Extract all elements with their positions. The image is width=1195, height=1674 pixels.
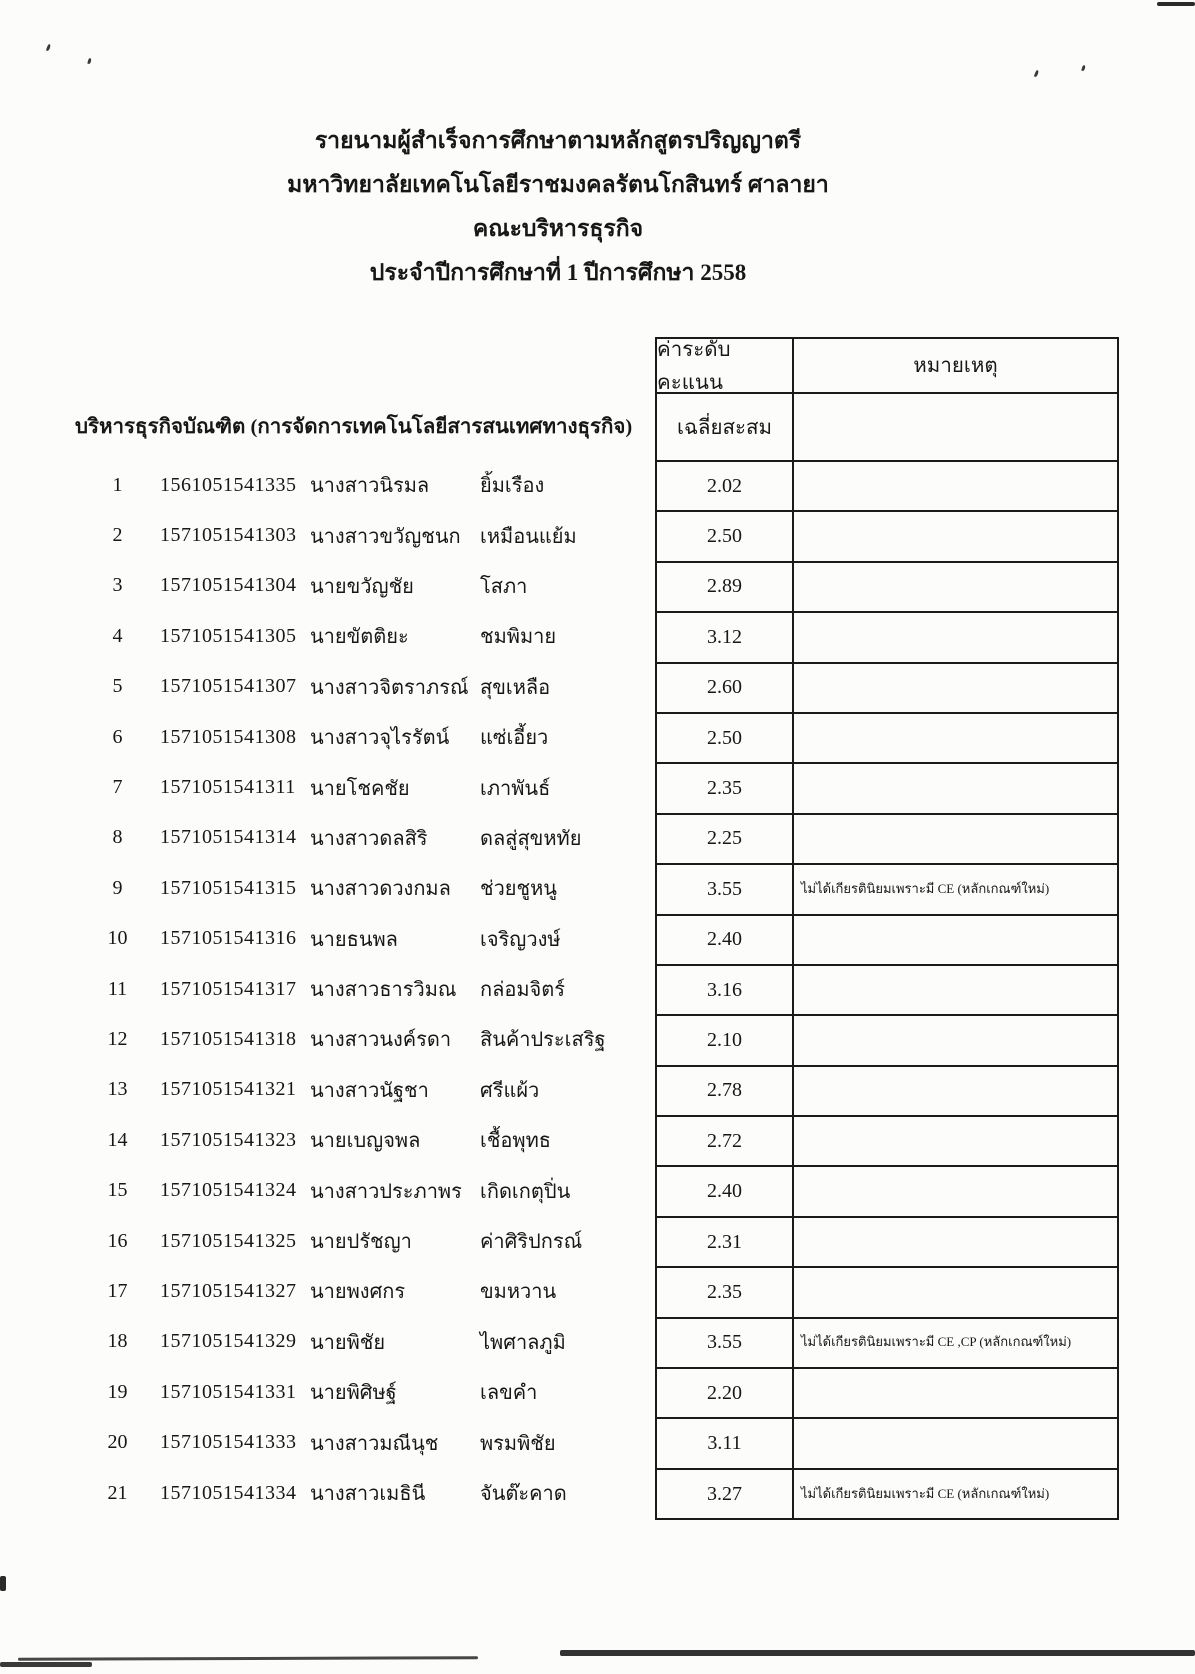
student-last-name: แซ่เอี้ยว bbox=[480, 727, 549, 750]
gpa-cell: 3.16 bbox=[657, 966, 794, 1016]
remark-cell bbox=[794, 1067, 1119, 1117]
title-line-1: รายนามผู้สำเร็จการศึกษาตามหลักสูตรปริญญาตรี bbox=[314, 128, 802, 153]
row-number: 16 bbox=[107, 1229, 128, 1252]
student-list bbox=[75, 337, 655, 1518]
table-row bbox=[75, 712, 655, 762]
remark-cell bbox=[794, 1117, 1119, 1167]
student-last-name: ขมหวาน bbox=[480, 1281, 557, 1304]
student-id: 1571051541329 bbox=[160, 1330, 297, 1353]
student-last-name: ดลสู่สุขหทัย bbox=[480, 827, 582, 850]
scan-speck bbox=[1081, 65, 1086, 72]
student-last-name: เลขคำ bbox=[480, 1382, 538, 1405]
student-first-name: นายโชคชัย bbox=[310, 777, 410, 800]
scan-speck bbox=[87, 58, 91, 65]
remark-cell bbox=[794, 1369, 1119, 1419]
gpa-cell: 2.25 bbox=[657, 815, 794, 865]
row-number: 13 bbox=[107, 1078, 128, 1101]
student-id: 1571051541325 bbox=[160, 1229, 297, 1252]
student-first-name: นายเบญจพล bbox=[310, 1130, 421, 1153]
student-first-name: นางสาวนัฐชา bbox=[310, 1079, 429, 1102]
row-number: 20 bbox=[107, 1431, 128, 1454]
gpa-cell: 2.78 bbox=[657, 1067, 794, 1117]
row-number: 8 bbox=[112, 826, 123, 849]
student-id: 1571051541315 bbox=[160, 876, 297, 899]
student-id: 1571051541331 bbox=[160, 1380, 297, 1403]
gpa-cell: 2.31 bbox=[657, 1218, 794, 1268]
student-first-name: นางสาวขวัญชนก bbox=[310, 525, 461, 548]
student-last-name: ศรีแผ้ว bbox=[480, 1079, 540, 1102]
student-id: 1571051541333 bbox=[160, 1431, 297, 1454]
row-number: 1 bbox=[112, 473, 123, 496]
gpa-cell: 2.40 bbox=[657, 1167, 794, 1217]
scan-artifact bbox=[560, 1650, 1195, 1656]
row-number: 21 bbox=[107, 1481, 128, 1504]
student-first-name: นางสาวนงค์รดา bbox=[310, 1029, 452, 1052]
scan-artifact bbox=[0, 1662, 92, 1667]
gpa-cell: 2.10 bbox=[657, 1016, 794, 1066]
table-row bbox=[75, 1115, 655, 1165]
student-first-name: นางสาวดลสิริ bbox=[310, 827, 428, 850]
table-row bbox=[75, 1065, 655, 1115]
table-row bbox=[75, 662, 655, 712]
remark-cell: ไม่ได้เกียรตินิยมเพราะมี CE (หลักเกณฑ์ใหม่) bbox=[794, 865, 1119, 915]
student-last-name: เภาพันธ์ bbox=[480, 777, 551, 800]
student-last-name: ช่วยชูหนู bbox=[480, 878, 557, 901]
table-row bbox=[75, 1216, 655, 1266]
student-first-name: นางสาวประภาพร bbox=[310, 1180, 462, 1203]
remark-cell bbox=[794, 764, 1119, 814]
student-id: 1571051541318 bbox=[160, 1027, 297, 1050]
gpa-cell: 2.50 bbox=[657, 512, 794, 562]
student-last-name: ชมพิมาย bbox=[480, 626, 557, 649]
scan-artifact bbox=[18, 1656, 478, 1661]
student-id: 1571051541304 bbox=[160, 574, 297, 597]
table-row bbox=[75, 1266, 655, 1316]
gpa-cell: 3.11 bbox=[657, 1419, 794, 1469]
score-table bbox=[655, 337, 1119, 1520]
gpa-cell: 2.50 bbox=[657, 714, 794, 764]
student-id: 1571051541327 bbox=[160, 1279, 297, 1302]
student-first-name: นางสาวธารวิมณ bbox=[310, 979, 457, 1002]
student-id: 1571051541324 bbox=[160, 1179, 297, 1202]
scan-speck bbox=[1034, 70, 1039, 78]
gpa-cell: 2.72 bbox=[657, 1117, 794, 1167]
table-row bbox=[75, 510, 655, 560]
student-id: 1571051541305 bbox=[160, 624, 297, 647]
table-row bbox=[75, 762, 655, 812]
gpa-cell: 3.55 bbox=[657, 1319, 794, 1369]
remark-cell bbox=[794, 966, 1119, 1016]
remark-cell: ไม่ได้เกียรตินิยมเพราะมี CE ,CP (หลักเกณฑ์ใหม่) bbox=[794, 1319, 1119, 1369]
row-number: 19 bbox=[107, 1380, 128, 1403]
row-number: 15 bbox=[107, 1179, 128, 1202]
table-row bbox=[75, 1417, 655, 1467]
student-first-name: นายปรัชญา bbox=[310, 1231, 412, 1254]
student-last-name: เหมือนแย้ม bbox=[480, 525, 577, 548]
student-last-name: เกิดเกตุปิ่น bbox=[480, 1180, 571, 1203]
remark-cell bbox=[794, 613, 1119, 663]
row-number: 12 bbox=[107, 1027, 128, 1050]
student-first-name: นางสาวนิรมล bbox=[310, 475, 430, 498]
gpa-cell: 2.20 bbox=[657, 1369, 794, 1419]
student-first-name: นายขัตติยะ bbox=[310, 626, 409, 649]
row-number: 3 bbox=[112, 574, 123, 597]
student-first-name: นายขวัญชัย bbox=[310, 575, 414, 598]
row-number: 5 bbox=[112, 675, 123, 698]
gpa-cell: 3.27 bbox=[657, 1470, 794, 1520]
student-last-name: ยิ้มเรือง bbox=[480, 475, 545, 498]
remark-cell bbox=[794, 815, 1119, 865]
student-id: 1571051541316 bbox=[160, 927, 297, 950]
degree-section-label: บริหารธุรกิจบัณฑิต (การจัดการเทคโนโลยีสารสนเทศทางธุรกิจ) bbox=[75, 415, 633, 438]
student-last-name: ไพศาลภูมิ bbox=[480, 1331, 566, 1354]
row-number: 14 bbox=[107, 1128, 128, 1151]
gpa-cell: 2.40 bbox=[657, 916, 794, 966]
row-number: 11 bbox=[107, 977, 128, 1000]
table-row bbox=[75, 863, 655, 913]
student-first-name: นายพิชัย bbox=[310, 1331, 386, 1354]
student-first-name: นางสาวดวงกมล bbox=[310, 878, 451, 901]
remark-cell bbox=[794, 1016, 1119, 1066]
remark-header-empty-cell bbox=[794, 394, 1119, 462]
remark-column-header: หมายเหตุ bbox=[794, 339, 1119, 394]
student-first-name: นายพิศิษฐ์ bbox=[310, 1382, 397, 1405]
student-last-name: สุขเหลือ bbox=[480, 676, 551, 699]
table-row bbox=[75, 1014, 655, 1064]
row-number: 17 bbox=[107, 1279, 128, 1302]
student-first-name: นางสาวมณีนุช bbox=[310, 1432, 439, 1455]
gpa-cell: 2.35 bbox=[657, 764, 794, 814]
student-id: 1571051541321 bbox=[160, 1078, 297, 1101]
row-number: 7 bbox=[112, 776, 123, 799]
student-id: 1561051541335 bbox=[160, 473, 297, 496]
student-id: 1571051541323 bbox=[160, 1128, 297, 1151]
student-last-name: จันต๊ะคาด bbox=[480, 1483, 567, 1505]
gpa-cell: 3.55 bbox=[657, 865, 794, 915]
table-row bbox=[75, 611, 655, 661]
table-row bbox=[75, 914, 655, 964]
student-last-name: เจริญวงษ์ bbox=[480, 928, 561, 951]
table-row bbox=[75, 1165, 655, 1215]
student-first-name: นางสาวจิตราภรณ์ bbox=[310, 676, 469, 699]
student-id: 1571051541311 bbox=[160, 776, 296, 799]
scan-artifact bbox=[0, 1576, 6, 1591]
remark-cell bbox=[794, 1268, 1119, 1318]
remark-cell bbox=[794, 664, 1119, 714]
document-title-block bbox=[2, 119, 1114, 295]
section-row bbox=[75, 392, 655, 460]
student-first-name: นายธนพล bbox=[310, 928, 398, 951]
student-last-name: พรมพิชัย bbox=[480, 1432, 556, 1455]
remark-cell bbox=[794, 1419, 1119, 1469]
table-row bbox=[75, 561, 655, 611]
remark-cell bbox=[794, 1167, 1119, 1217]
student-id: 1571051541314 bbox=[160, 826, 297, 849]
student-last-name: โสภา bbox=[480, 575, 528, 598]
gpa-cell: 2.89 bbox=[657, 563, 794, 613]
student-id: 1571051541317 bbox=[160, 977, 297, 1000]
title-line-2: มหาวิทยาลัยเทคโนโลยีราชมงคลรัตนโกสินทร์ ศาลายา bbox=[287, 172, 829, 197]
remark-cell bbox=[794, 512, 1119, 562]
student-id: 1571051541334 bbox=[160, 1481, 297, 1504]
remark-cell: ไม่ได้เกียรตินิยมเพราะมี CE (หลักเกณฑ์ใหม่) bbox=[794, 1470, 1119, 1520]
student-last-name: กล่อมจิตร์ bbox=[480, 979, 566, 1002]
table-row bbox=[75, 813, 655, 863]
scan-speck bbox=[46, 44, 51, 52]
table-row bbox=[75, 1468, 655, 1518]
student-last-name: เชื้อพุทธ bbox=[480, 1130, 551, 1153]
remark-cell bbox=[794, 563, 1119, 613]
row-number: 9 bbox=[112, 876, 123, 899]
score-column-header: ค่าระดับคะแนน bbox=[657, 339, 794, 394]
gpa-cell: 2.02 bbox=[657, 462, 794, 512]
student-first-name: นางสาวเมธินี bbox=[310, 1483, 426, 1505]
student-id: 1571051541307 bbox=[160, 675, 297, 698]
student-first-name: นายพงศกร bbox=[310, 1281, 406, 1304]
gpa-cell: 3.12 bbox=[657, 613, 794, 663]
table-row bbox=[75, 1367, 655, 1417]
remark-cell bbox=[794, 916, 1119, 966]
table-row bbox=[75, 1317, 655, 1367]
title-line-3: คณะบริหารธุรกิจ bbox=[472, 216, 644, 241]
row-number: 4 bbox=[112, 624, 123, 647]
row-number: 10 bbox=[107, 927, 128, 950]
gpa-cell: 2.35 bbox=[657, 1268, 794, 1318]
scan-artifact bbox=[1157, 2, 1195, 6]
table-row bbox=[75, 460, 655, 510]
student-list-rows bbox=[75, 460, 655, 1518]
row-number: 18 bbox=[107, 1330, 128, 1353]
remark-cell bbox=[794, 714, 1119, 764]
student-id: 1571051541308 bbox=[160, 725, 297, 748]
score-column-subheader: เฉลี่ยสะสม bbox=[657, 394, 794, 462]
list-header-spacer bbox=[75, 337, 655, 392]
remark-cell bbox=[794, 462, 1119, 512]
title-line-4: ประจำปีการศึกษาที่ 1 ปีการศึกษา 2558 bbox=[369, 260, 747, 285]
gpa-cell: 2.60 bbox=[657, 664, 794, 714]
student-first-name: นางสาวจุไรรัตน์ bbox=[310, 727, 450, 750]
row-number: 6 bbox=[112, 725, 123, 748]
remark-cell bbox=[794, 1218, 1119, 1268]
student-id: 1571051541303 bbox=[160, 524, 297, 547]
row-number: 2 bbox=[112, 524, 123, 547]
table-row bbox=[75, 964, 655, 1014]
student-last-name: ค่าศิริปกรณ์ bbox=[480, 1231, 583, 1254]
student-last-name: สินค้าประเสริฐ bbox=[480, 1029, 606, 1052]
